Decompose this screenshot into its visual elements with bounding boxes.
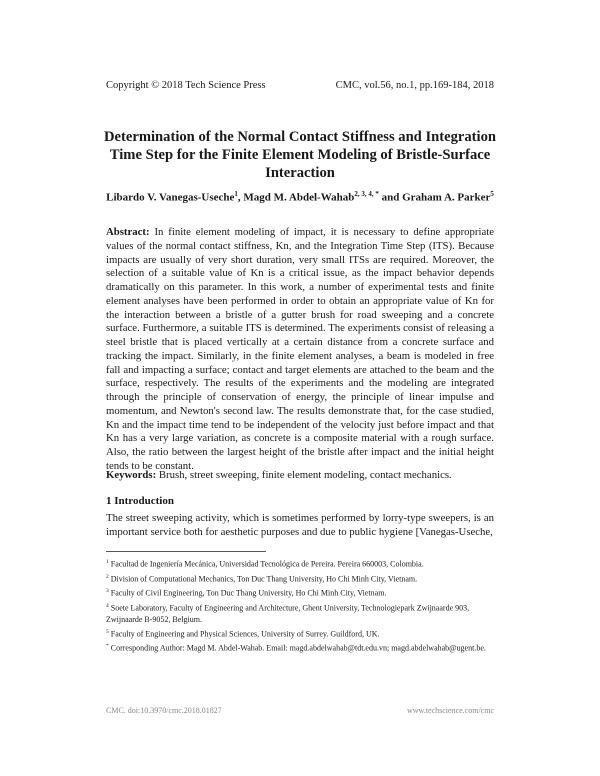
footnote-mark: 2 — [106, 573, 109, 580]
footnote — [106, 627, 496, 640]
paper-title: Determination of the Normal Contact Stiffness and Integration Time Step for the Finite Element Modeling of Bristle-Surface Interaction — [104, 129, 496, 181]
author-name: Graham A. Parker — [402, 191, 491, 204]
footnote-divider — [106, 551, 266, 552]
copyright-notice: Copyright © 2018 Tech Science Press — [106, 80, 266, 91]
journal-url: www.techscience.com/cmc — [407, 706, 494, 715]
keywords-label: Keywords: — [106, 469, 157, 481]
footnote — [106, 641, 496, 654]
section-heading: 1 Introduction — [106, 495, 174, 507]
footnote-text: Faculty of Civil Engineering, Ton Duc Thang University, Ho Chi Minh City, Vietnam. — [110, 588, 387, 598]
footnote-text: Faculty of Engineering and Physical Sciences, University of Surrey. Guildford, UK. — [110, 629, 380, 639]
journal-citation: CMC, vol.56, no.1, pp.169-184, 2018 — [335, 80, 494, 91]
abstract-label: Abstract: — [106, 226, 150, 238]
footnotes — [106, 557, 496, 656]
running-header — [106, 80, 494, 91]
footnote-mark: 3 — [106, 588, 109, 595]
author-list: Libardo V. Vanegas-Useche$^1$, Magd M. Abdel-Wahab$^{2, 3, 4, *}$ and Graham A. Parker$^5$ — [106, 190, 494, 204]
footnote-mark: 1 — [106, 559, 109, 565]
footnote — [106, 572, 496, 585]
author-affiliation-mark: 1 — [234, 190, 238, 198]
footnote-text: Corresponding Author: Magd M. Abdel-Wahab. Email: magd.abdelwahab@tdt.edu.vn; magd.abdelwahab@ugent.be. — [110, 643, 486, 653]
author-name: Magd M. Abdel-Wahab — [243, 191, 355, 204]
footnote — [106, 557, 496, 570]
keywords-text: Brush, street sweeping, finite element modeling, contact mechanics. — [158, 469, 452, 481]
footnote-text: Facultad de Ingeniería Mecánica, Universidad Tecnológica de Pereira. Pereira 660003, Colombia. — [110, 559, 424, 569]
footnote — [106, 586, 496, 599]
abstract-text: In finite element modeling of impact, it is necessary to define appropriate values of the normal contact stiffness, Kn, and the Integration Time Step (ITS). Because impacts are usually of very short duration, very small ITSs are required. Moreover, the selection of a suitable value of Kn is a critical issue, as the impact behavior depends dramatically on this parameter. In this work, a number of experimental tests and finite element analyses have been performed in order to obtain an appropriate value of Kn for the interaction between a bristle of a gutter brush for road sweeping and a concrete surface. Furthermore, a suitable ITS is determined. The experiments consist of releasing a steel bristle that is placed vertically at a certain distance from a concrete surface and tracking the impact. Similarly, in the finite element analyses, a beam is modeled in free fall and impacting a surface; contact and target elements are attached to the beam and the surface, respectively. The results of the experiments and the modeling are integrated through the principle of conservation of energy, the principle of linear impulse and momentum, and Newton's second law. The results demonstrate that, for the case studied, Kn and the impact time tend to be independent of the velocity just before impact and that Kn has a very large variation, as concrete is a composite material with a rough surface. Also, the ratio between the largest height of the bristle after impact and the initial height tends to be constant. — [106, 226, 495, 472]
author-affiliation-mark: 2, 3, 4, * — [354, 190, 379, 198]
footnote-mark: * — [106, 643, 109, 650]
doi-text: CMC. doi:10.3970/cmc.2018.01827 — [106, 706, 222, 715]
introduction-text: The street sweeping activity, which is sometimes performed by lorry-type sweepers, is an important service both for aesthetic purposes and due to public hygiene [Vanegas-Useche, — [106, 512, 494, 538]
keywords — [106, 469, 494, 483]
footnote-mark: 4 — [106, 602, 109, 609]
footnote-text: Soete Laboratory, Faculty of Engineering and Architecture, Ghent University, Technologiepark Zwijnaarde 903, Zwijnaarde B-9052, Belgium. — [106, 603, 470, 624]
abstract — [106, 226, 494, 474]
footnote-text: Division of Computational Mechanics, Ton Duc Thang University, Ho Chi Minh City, Vietnam. — [110, 574, 418, 584]
footnote-mark: 5 — [106, 628, 109, 635]
page-footer — [106, 706, 494, 715]
footnote — [106, 601, 496, 625]
author-name: Libardo V. Vanegas-Useche — [106, 191, 235, 204]
author-affiliation-mark: 5 — [490, 190, 494, 198]
